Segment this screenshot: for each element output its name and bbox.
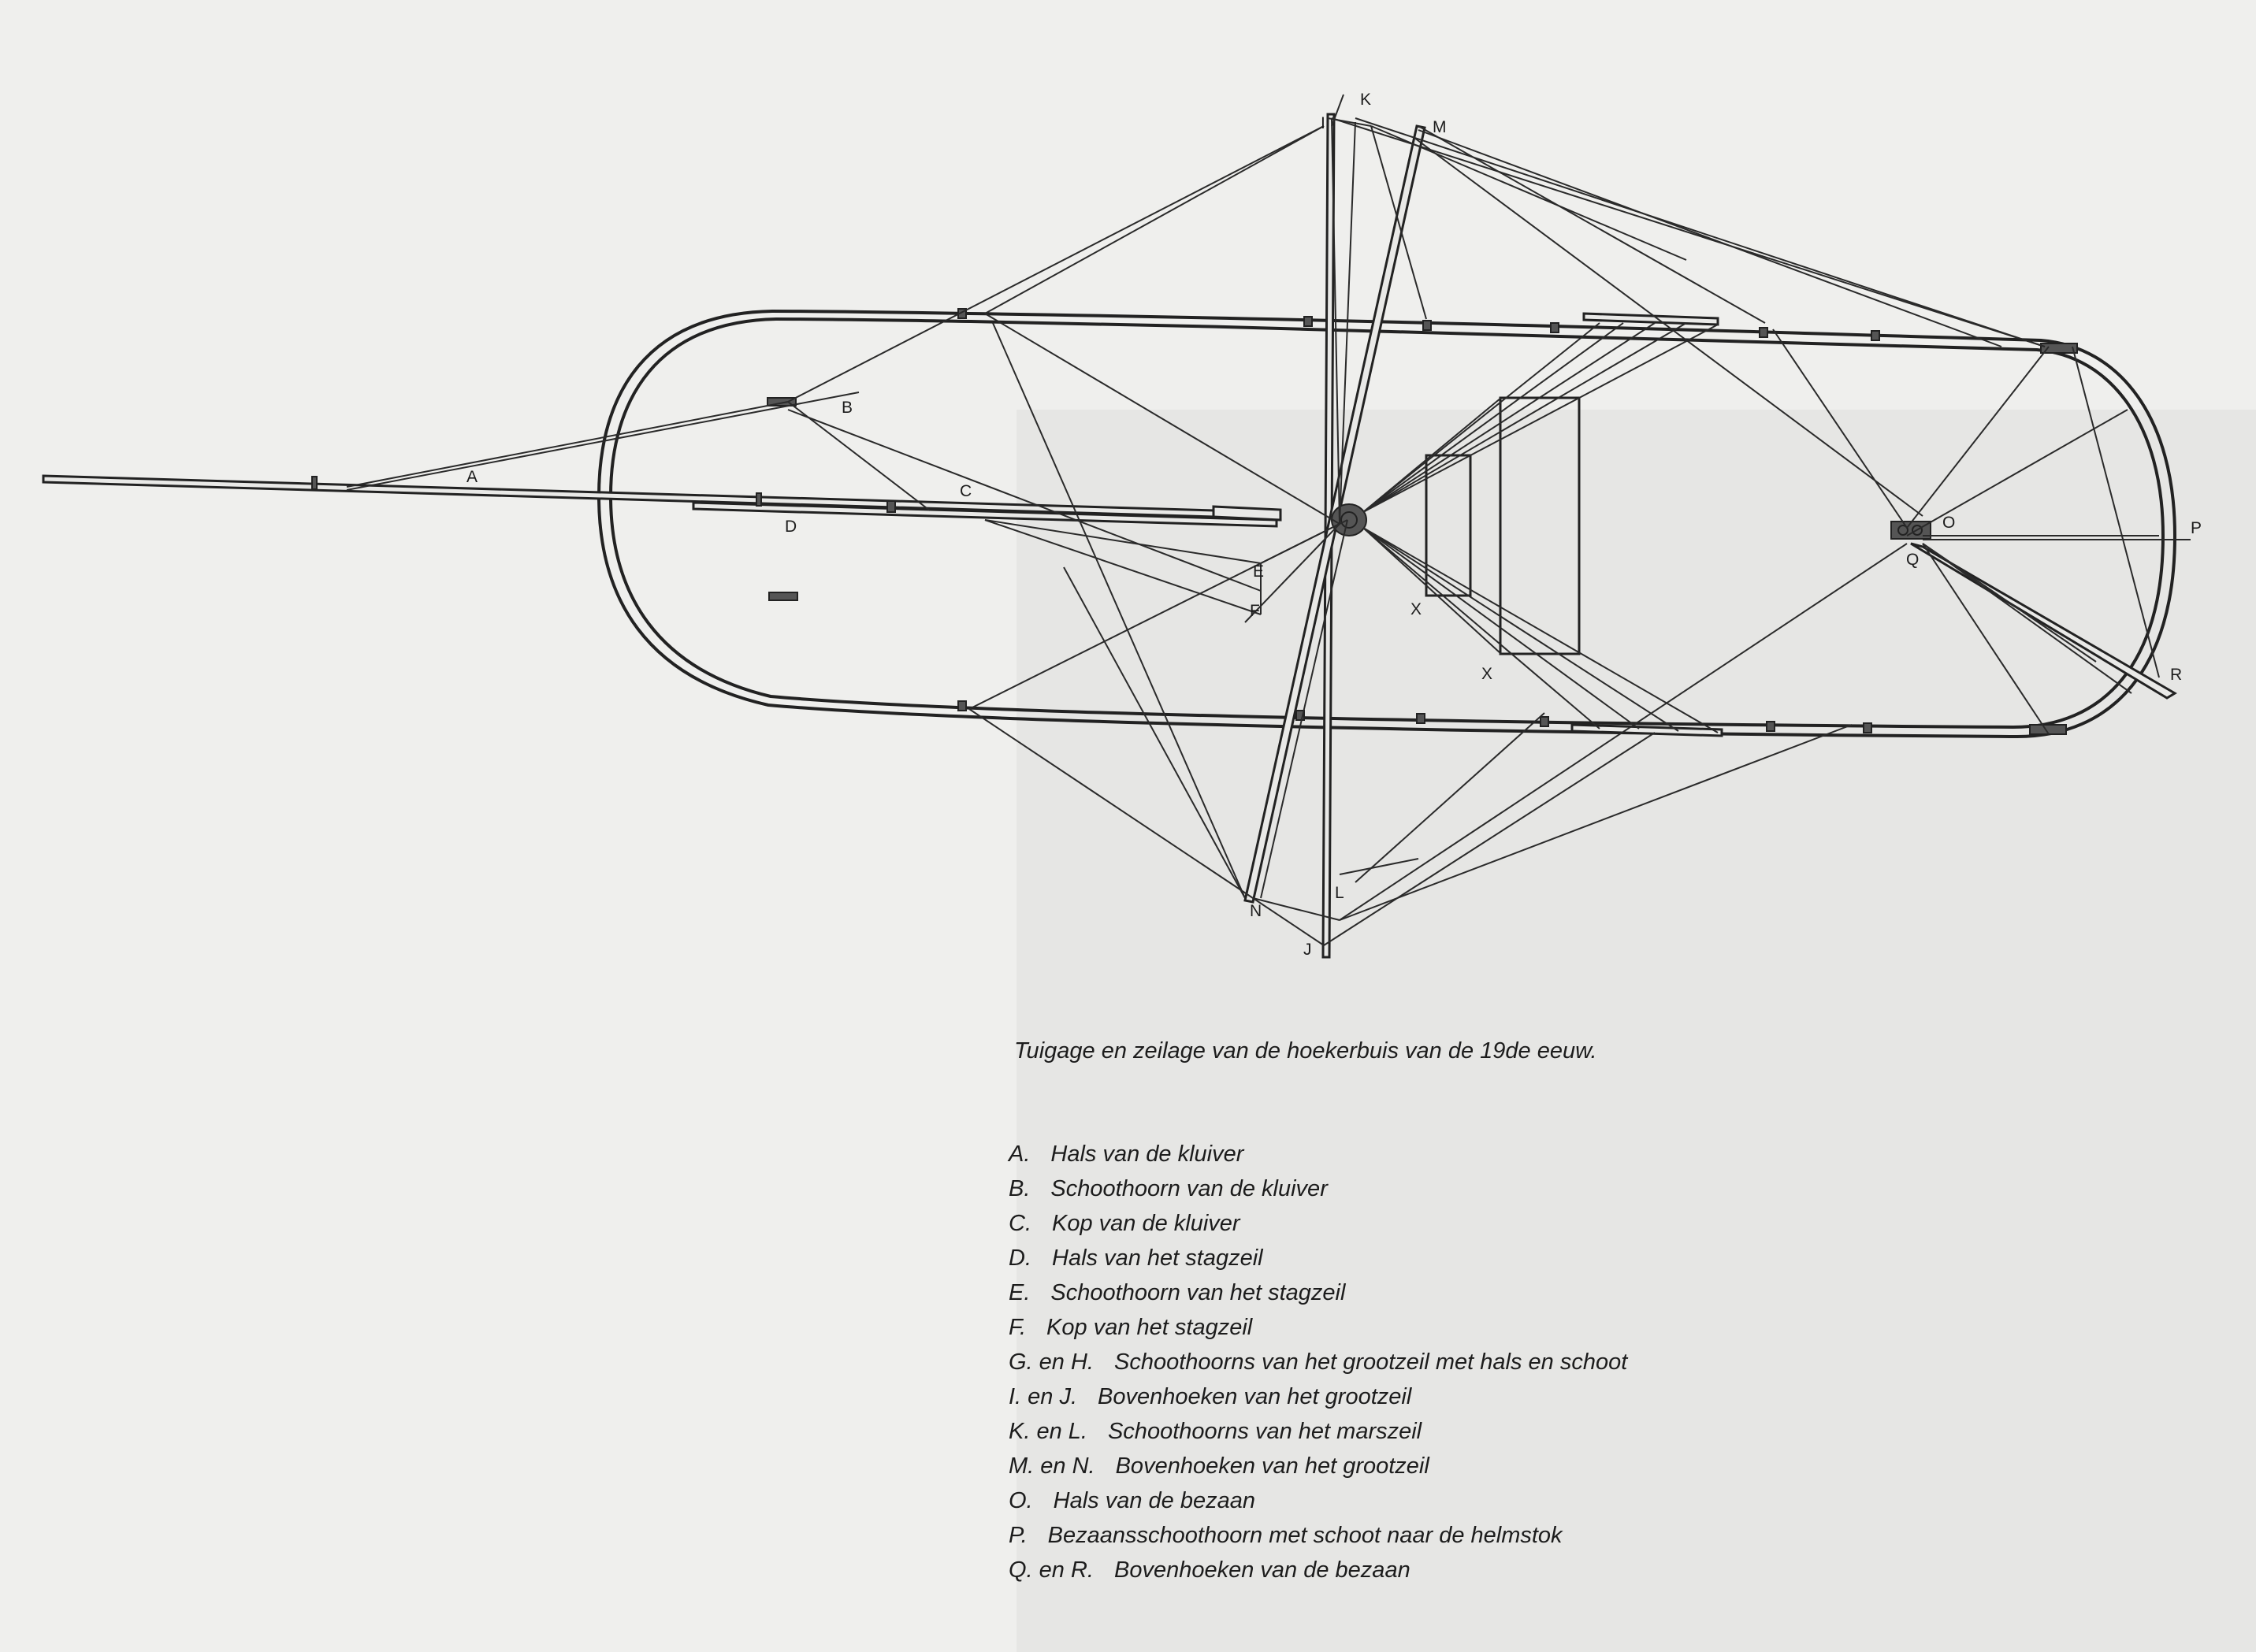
legend-item [1009,1379,1627,1414]
legend-key: K. en L. [1009,1419,1087,1444]
legend-text: Kop van het stagzeil [1046,1315,1253,1340]
label-p: P [2191,519,2202,537]
label-l: L [1335,884,1344,902]
label-a: A [466,468,478,486]
label-j: J [1303,941,1312,959]
hull-outline [599,311,2175,737]
legend-key: Q. en R. [1009,1557,1094,1583]
label-e: E [1253,562,1265,581]
legend-text: Kop van de kluiver [1052,1211,1240,1236]
spars [1245,95,2175,957]
legend-text: Hals van het stagzeil [1052,1245,1263,1271]
label-d: D [785,518,797,536]
legend-item [1009,1241,1627,1275]
legend-key: D. [1009,1245,1031,1271]
label-x-upper: X [1410,600,1422,618]
legend-text: Schoothoorn van het stagzeil [1050,1280,1346,1305]
legend-key: M. en N. [1009,1453,1095,1479]
legend-text: Bezaansschoothoorn met schoot naar de helmstok [1047,1523,1563,1548]
label-r: R [2170,666,2183,684]
legend-text: Hals van de bezaan [1053,1488,1255,1513]
legend-key: E. [1009,1280,1031,1305]
label-m: M [1433,118,1447,136]
legend-item [1009,1310,1627,1345]
legend-key: O. [1009,1488,1033,1513]
legend-text: Bovenhoeken van het grootzeil [1098,1384,1412,1409]
rail-fittings [767,309,2077,736]
label-i: I [1321,114,1325,132]
legend-item [1009,1137,1627,1171]
legend-key: P. [1009,1523,1028,1548]
legend-item [1009,1414,1627,1449]
legend-item [1009,1345,1627,1379]
label-f: F [1250,602,1260,620]
legend-item [1009,1171,1627,1206]
legend [1009,1137,1627,1587]
label-b: B [842,399,853,417]
legend-text: Bovenhoeken van het grootzeil [1115,1453,1429,1479]
bowsprit [43,476,1280,526]
legend-text: Hals van de kluiver [1050,1142,1244,1167]
hatches [1426,398,1579,654]
legend-text: Schoothoorns van het grootzeil met hals en schoot [1114,1349,1628,1375]
legend-item [1009,1275,1627,1310]
legend-key: C. [1009,1211,1031,1236]
legend-item [1009,1449,1627,1483]
legend-item [1009,1518,1627,1553]
figure-caption: Tuigage en zeilage van de hoekerbuis van de 19de eeuw. [1014,1038,1597,1064]
legend-item [1009,1553,1627,1587]
legend-text: Schoothoorn van de kluiver [1050,1176,1328,1201]
legend-text: Schoothoorns van het marszeil [1107,1419,1422,1444]
legend-key: A. [1009,1142,1031,1167]
legend-key: B. [1009,1176,1031,1201]
legend-key: G. en H. [1009,1349,1094,1375]
label-o: O [1942,514,1956,532]
legend-item [1009,1206,1627,1241]
label-c: C [960,482,972,500]
label-q: Q [1906,551,1920,569]
label-x-lower: X [1481,665,1493,683]
legend-text: Bovenhoeken van de bezaan [1114,1557,1410,1583]
legend-item [1009,1483,1627,1518]
legend-key: I. en J. [1009,1384,1078,1409]
label-n: N [1250,902,1262,920]
label-k: K [1360,91,1372,109]
legend-key: F. [1009,1315,1027,1340]
